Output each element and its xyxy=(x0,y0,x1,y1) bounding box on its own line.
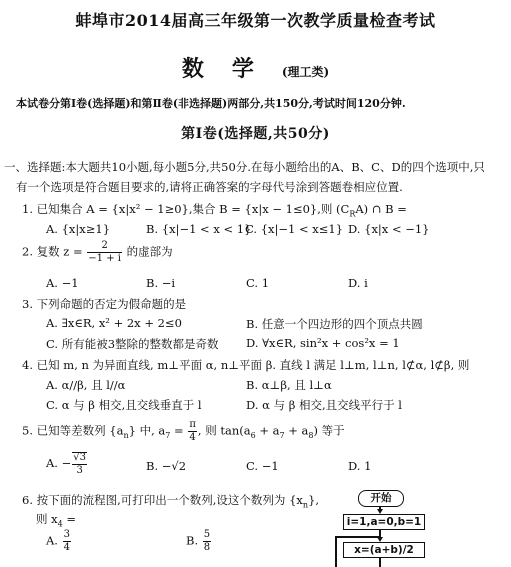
q6-option-a: A. $\frac{3}{4}$ xyxy=(46,529,70,553)
subject-row xyxy=(0,52,511,83)
q1-stem: 1. 已知集合 A = {x|x² − 1≥0},集合 B = {x|x − 1≤0},则 $(C_RA)$ ∩ B = xyxy=(22,202,407,219)
q4-option-b: B. α⊥β, 且 l⊥α xyxy=(246,378,332,392)
exam-title: 蚌埠市2014届高三年级第一次教学质量检查考试 xyxy=(75,11,436,30)
q1-option-a: A. {x|x≥1} xyxy=(46,222,111,236)
q6-option-b: B. $\frac{5}{8}$ xyxy=(186,529,211,553)
q4-option-c: C. α 与 β 相交,且交线垂直于 l xyxy=(46,398,202,412)
section-instructions-line1: 一、选择题:本大题共10小题,每小题5分,共50分.在每小题给出的A、B、C、D的四个选项中,只 xyxy=(4,160,485,174)
q5-option-c: C. −1 xyxy=(246,459,279,473)
q5-stem: 5. 已知等差数列 $\{a_n\}$ 中, $a_7$ = $\frac{\pi}{4}$ , 则 $\tan(a_6 + a_7 + a_8)$ 等于 xyxy=(22,419,345,443)
exam-note: 本试卷分第Ⅰ卷(选择题)和第Ⅱ卷(非选择题)两部分,共150分,考试时间120分钟. xyxy=(16,97,406,110)
q3-option-c: C. 所有能被3整除的整数都是奇数 xyxy=(46,337,219,351)
part-title: 第Ⅰ卷(选择题,共50分) xyxy=(181,126,330,142)
q2-option-d: D. i xyxy=(348,276,368,290)
q1-option-c: C. {x|−1 < x≤1} xyxy=(245,222,344,236)
flowchart-loop-line xyxy=(335,536,337,567)
q5-option-b: B. −√2 xyxy=(146,459,187,473)
q4-option-a: A. α//β, 且 l//α xyxy=(46,378,126,392)
section-instructions-line2: 有一个选项是符合题目要求的,请将正确答案的字母代号涂到答题卷相应位置. xyxy=(16,180,403,194)
q5-option-d: D. 1 xyxy=(348,459,372,473)
q3-stem: 3. 下列命题的否定为假命题的是 xyxy=(22,297,187,311)
flowchart-calc: x=(a+b)/2 xyxy=(343,542,425,558)
flowchart-connector xyxy=(379,557,381,567)
q1-option-d: D. {x|x < −1} xyxy=(348,222,430,236)
q6-stem-line2: 则 $x_4$ = xyxy=(36,512,77,529)
q1-option-b: B. {x|−1 < x < 1} xyxy=(146,222,252,236)
q3-option-a: A. ∃x∈R, x² + 2x + 2≤0 xyxy=(46,316,182,330)
q2-option-c: C. 1 xyxy=(246,276,270,290)
q5-fraction: $\frac{\pi}{4}$ xyxy=(189,419,196,443)
q6-stem: 6. 按下面的流程图,可打印出一个数列,设这个数列为 $\{x_n\}$, xyxy=(22,493,320,510)
q5-option-a: A. − $\frac{√3}{3}$ xyxy=(46,452,86,476)
q4-stem: 4. 已知 m, n 为异面直线, m⊥平面 α, n⊥平面 β. 直线 l 满足 l⊥m, l⊥n, l⊄α, l⊄β, 则 xyxy=(22,358,470,372)
q3-option-d: D. ∀x∈R, sin²x + cos²x = 1 xyxy=(246,336,400,350)
subject-name: 数学 xyxy=(181,56,282,82)
subject-tag: (理工类) xyxy=(281,65,330,79)
flowchart-loop-line xyxy=(335,536,381,538)
flowchart-start: 开始 xyxy=(358,490,404,507)
q2-option-b: B. −i xyxy=(146,276,176,290)
q2-fraction: $\frac{2}{-1 + i}$ xyxy=(88,240,121,264)
q2-option-a: A. −1 xyxy=(46,276,79,290)
q2-stem: 2. 复数 z = $\frac{2}{-1 + i}$ 的虚部为 xyxy=(22,240,173,264)
q3-option-b: B. 任意一个四边形的四个顶点共圆 xyxy=(246,317,423,331)
flowchart-init: i=1,a=0,b=1 xyxy=(343,514,425,530)
q4-option-d: D. α 与 β 相交,且交线平行于 l xyxy=(246,398,402,412)
